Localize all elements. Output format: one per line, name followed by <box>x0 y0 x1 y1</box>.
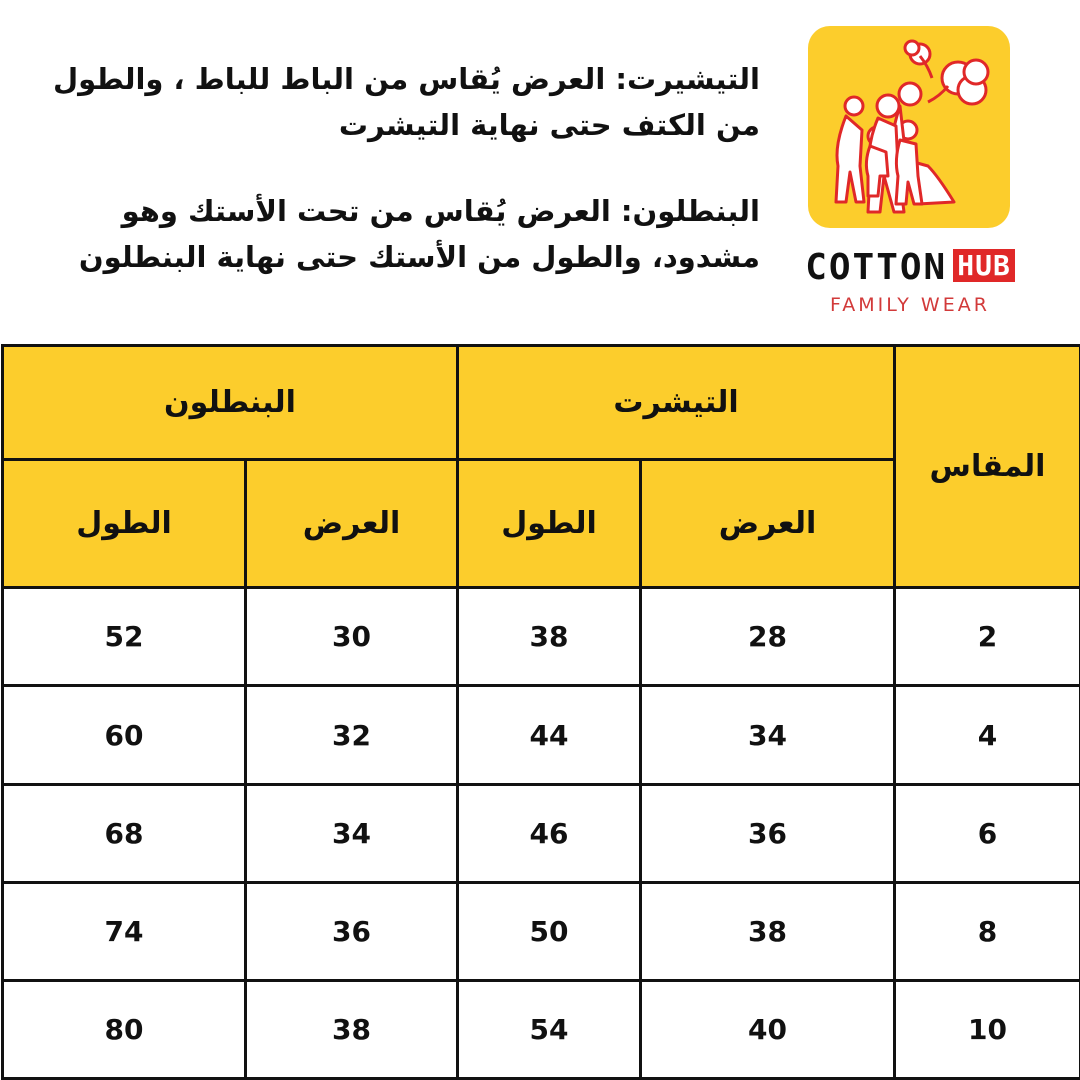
tshirt-width-cell: 36 <box>641 784 895 882</box>
size-cell: 8 <box>895 882 1080 980</box>
brand-highlight: HUB <box>953 249 1015 282</box>
size-cell: 4 <box>895 686 1080 784</box>
size-cell: 10 <box>895 980 1080 1078</box>
pants-width-cell: 38 <box>246 980 458 1078</box>
size-cell: 2 <box>895 588 1080 686</box>
measurement-instructions <box>20 56 760 280</box>
size-cell: 6 <box>895 784 1080 882</box>
pants-length-cell: 68 <box>3 784 246 882</box>
size-chart-table <box>1 344 1080 1080</box>
brand-tagline: FAMILY WEAR <box>830 294 990 316</box>
pants-width-cell: 34 <box>246 784 458 882</box>
tshirt-header: التيشرت <box>458 346 895 460</box>
tshirt-width-cell: 34 <box>641 686 895 784</box>
pants-length-cell: 52 <box>3 588 246 686</box>
tshirt-length-cell: 38 <box>458 588 641 686</box>
tshirt-length-header: الطول <box>458 460 641 588</box>
family-cotton-icon <box>808 26 1010 228</box>
size-header: المقاس <box>895 346 1080 588</box>
pants-length-cell: 74 <box>3 882 246 980</box>
brand-name <box>790 244 1030 290</box>
tshirt-length-cell: 44 <box>458 686 641 784</box>
table-row <box>3 784 1080 882</box>
tshirt-width-cell: 28 <box>641 588 895 686</box>
pants-width-cell: 36 <box>246 882 458 980</box>
tshirt-length-cell: 46 <box>458 784 641 882</box>
table-row <box>3 686 1080 784</box>
table-row <box>3 980 1080 1078</box>
pants-width-header: العرض <box>246 460 458 588</box>
tshirt-length-cell: 50 <box>458 882 641 980</box>
tshirt-instruction: التيشيرت: العرض يُقاس من الباط للباط ، والطول من الكتف حتى نهاية التيشرت <box>53 62 760 142</box>
pants-width-cell: 30 <box>246 588 458 686</box>
brand-logo <box>808 26 1010 228</box>
tshirt-width-cell: 40 <box>641 980 895 1078</box>
brand-word: COTTON <box>805 247 948 288</box>
table-row <box>3 882 1080 980</box>
tshirt-width-cell: 38 <box>641 882 895 980</box>
pants-length-cell: 60 <box>3 686 246 784</box>
pants-header: البنطلون <box>3 346 458 460</box>
pants-length-header: الطول <box>3 460 246 588</box>
pants-width-cell: 32 <box>246 686 458 784</box>
tshirt-width-header: العرض <box>641 460 895 588</box>
pants-instruction: البنطلون: العرض يُقاس من تحت الأستك وهو مشدود، والطول من الأستك حتى نهاية البنطلون <box>78 194 760 274</box>
table-row <box>3 588 1080 686</box>
tshirt-length-cell: 54 <box>458 980 641 1078</box>
pants-length-cell: 80 <box>3 980 246 1078</box>
